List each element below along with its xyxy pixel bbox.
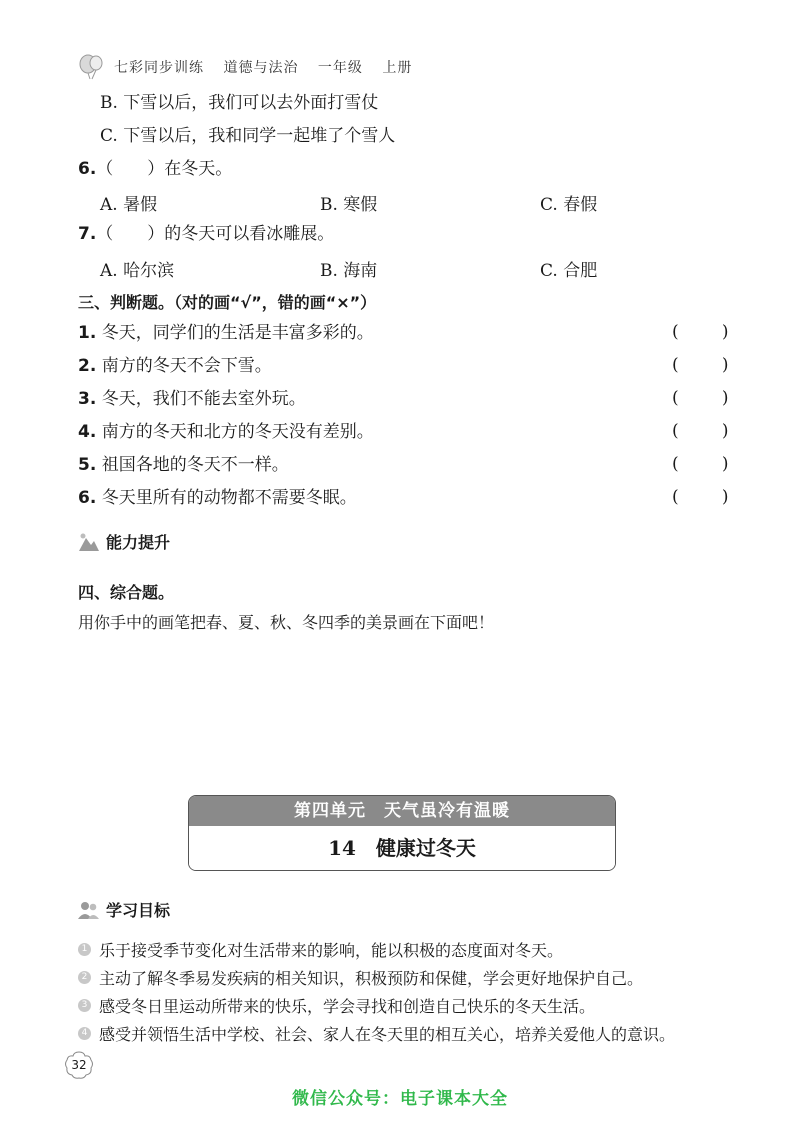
judge-answer-4[interactable]: ( ) [672, 421, 729, 441]
page-number-text: 32 [71, 1058, 87, 1072]
goal-item-3 [78, 994, 595, 1017]
judge-item-6 [78, 487, 357, 509]
header-subject: 道德与法治 [223, 60, 299, 76]
header-text [114, 57, 426, 77]
judge-item-5 [78, 454, 289, 476]
q6-option-c: C. 春假 [540, 195, 598, 215]
question-7 [78, 223, 334, 245]
item-number: 6. [78, 488, 97, 508]
judge-item-2 [78, 355, 272, 377]
item-text: 冬天里所有的动物都不需要冬眠。 [101, 488, 357, 508]
prev-option-b: B. 下雪以后，我们可以去外面打雪仗 [100, 93, 379, 113]
item-text: 冬天，我们不能去室外玩。 [101, 389, 306, 409]
judge-answer-3[interactable]: ( ) [672, 388, 729, 408]
goal-item-2 [78, 966, 643, 989]
item-text: 南方的冬天不会下雪。 [101, 356, 272, 376]
comprehensive-prompt: 用你手中的画笔把春、夏、秋、冬四季的美景画在下面吧！ [78, 613, 495, 632]
question-6 [78, 158, 232, 180]
number-badge: 2 [78, 971, 91, 984]
q7-option-c: C. 合肥 [540, 261, 598, 281]
comprehensive-title: 四、综合题。 [78, 583, 175, 602]
prev-option-c: C. 下雪以后，我和同学一起堆了个雪人 [100, 126, 396, 146]
item-number: 5. [78, 455, 97, 475]
judge-item-4 [78, 421, 374, 443]
question-text: 在冬天。 [164, 159, 233, 179]
goal-item-4 [78, 1022, 675, 1045]
blank-open: （ [96, 224, 114, 244]
judge-item-1 [78, 322, 374, 344]
item-number: 3. [78, 389, 97, 409]
watermark: 微信公众号：电子课本大全 [292, 1089, 508, 1109]
goals-section-header [78, 898, 170, 921]
ability-section-header [78, 530, 170, 553]
blank-close: ） [147, 159, 165, 179]
item-number: 1. [78, 323, 97, 343]
header-series: 七彩同步训练 [114, 60, 204, 76]
drawing-area[interactable] [78, 645, 722, 785]
q7-option-b: B. 海南 [320, 261, 378, 281]
page-header [78, 54, 426, 80]
students-icon [78, 900, 100, 920]
question-number: 7. [78, 224, 97, 244]
judge-answer-6[interactable]: ( ) [672, 487, 729, 507]
lesson-title-row [189, 826, 615, 870]
blank-open: （ [96, 159, 114, 179]
mountain-icon [78, 532, 100, 552]
page-number [64, 1050, 94, 1080]
number-badge: 1 [78, 943, 91, 956]
goal-text: 感受并领悟生活中学校、社会、家人在冬天里的相互关心，培养关爱他人的意识。 [99, 1025, 676, 1044]
blank-close: ） [147, 224, 165, 244]
judge-answer-5[interactable]: ( ) [672, 454, 729, 474]
item-number: 4. [78, 422, 97, 442]
unit-title-box [188, 795, 616, 871]
item-text: 南方的冬天和北方的冬天没有差别。 [101, 422, 374, 442]
judge-answer-1[interactable]: ( ) [672, 322, 729, 342]
q6-option-b: B. 寒假 [320, 195, 378, 215]
judge-item-3 [78, 388, 306, 410]
item-number: 2. [78, 356, 97, 376]
number-badge: 4 [78, 1027, 91, 1040]
item-text: 冬天，同学们的生活是丰富多彩的。 [101, 323, 374, 343]
goal-item-1 [78, 938, 563, 961]
goal-text: 乐于接受季节变化对生活带来的影响，能以积极的态度面对冬天。 [99, 941, 564, 960]
question-text: 的冬天可以看冰雕展。 [164, 224, 335, 244]
header-volume: 上册 [382, 60, 413, 76]
item-text: 祖国各地的冬天不一样。 [101, 455, 289, 475]
q7-option-a: A. 哈尔滨 [100, 261, 175, 281]
judge-answer-2[interactable]: ( ) [672, 355, 729, 375]
header-grade: 一年级 [317, 60, 363, 76]
judge-section-title: 三、判断题。（对的画“√”，错的画“×”） [78, 293, 377, 312]
lesson-title: 健康过冬天 [375, 836, 476, 860]
balloon-icon [78, 54, 104, 80]
unit-title: 第四单元 天气虽冷有温暖 [189, 796, 615, 826]
goals-title: 学习目标 [106, 901, 171, 920]
goal-text: 感受冬日里运动所带来的快乐，学会寻找和创造自己快乐的冬天生活。 [99, 997, 596, 1016]
lesson-number: 14 [328, 836, 356, 860]
ability-title: 能力提升 [106, 533, 171, 552]
number-badge: 3 [78, 999, 91, 1012]
goal-text: 主动了解冬季易发疾病的相关知识，积极预防和保健，学会更好地保护自己。 [99, 969, 644, 988]
q6-option-a: A. 暑假 [100, 195, 158, 215]
question-number: 6. [78, 159, 97, 179]
